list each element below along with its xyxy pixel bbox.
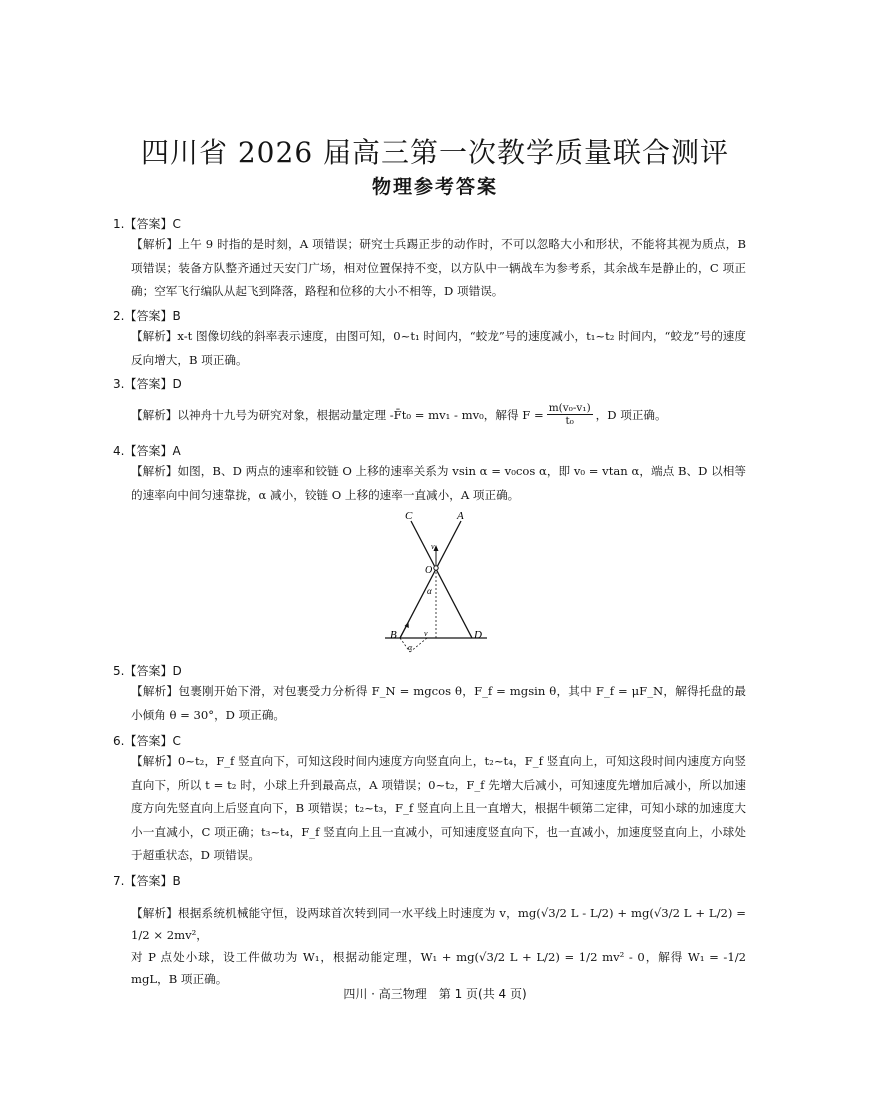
rod-cd [411, 521, 472, 638]
q3-fraction-numerator: m(v₀-v₁) [548, 402, 591, 414]
q3-answer: 3.【答案】D [113, 377, 182, 391]
page-title: 四川省 2026 届高三第一次教学质量联合测评 [140, 136, 730, 169]
q5-answer: 5.【答案】D [113, 664, 182, 678]
page-footer: 四川 · 高三物理 第 1 页(共 4 页) [343, 987, 527, 1001]
q7-answer: 7.【答案】B [113, 874, 181, 888]
q4-answer: 4.【答案】A [113, 444, 181, 458]
rod-ab [400, 521, 461, 638]
hinge-diagram [375, 505, 495, 655]
hinge-o [434, 566, 438, 570]
q3-analysis-tail: ，D 项正确。 [595, 407, 667, 422]
q3-analysis [131, 402, 746, 427]
q6-analysis: 【解析】0~t₂，F_f 竖直向下，可知这段时间内速度方向竖直向上，t₂~t₄，F_f 竖直向上，可知这段时间内速度方向竖直向下，所以 t = t₂ 时，小球上升到最高点，A 项错误；0~t₂，F_f 先增大后减小，可知速度先增加后减小，所以加速度方向先竖直向上后竖直向下，B 项错误；t₂~t₃，F_f 竖直向上且一直增大，根据牛顿第二定律，可知小球的加速度大小一直减小，C 项正确；t₃~t₄，F_f 竖直向上且一直减小，可知速度竖直向下，也一直减小，加速度竖直向上，小球处于超重状态，D 项错误。 [131, 754, 746, 862]
q1-analysis: 【解析】上午 9 时指的是时刻，A 项错误；研究士兵踢正步的动作时，不可以忽略大小和形状，不能将其视为质点，B 项错误；装备方队整齐通过天安门广场，相对位置保持不变，以方队中一辆战车为参考系，其余战车是静止的，C 项正确；空军飞行编队从起飞到降落，路程和位移的大小不相等，D 项错误。 [131, 237, 746, 298]
q4-analysis: 【解析】如图，B、D 两点的速率和铰链 O 上移的速率关系为 vsin α = v₀cos α，即 v₀ = vtan α，端点 B、D 以相等的速率向中间匀速靠拢，α 减小，铰链 O 上移的速率一直减小，A 项正确。 [131, 464, 746, 502]
label-v: v [424, 629, 428, 638]
label-b: B [390, 629, 397, 641]
rod-velocity-arrow [400, 625, 407, 638]
label-a: A [457, 510, 464, 522]
label-d: D [474, 629, 482, 641]
label-alpha-2: α [408, 643, 413, 652]
q3-fraction-denominator: t₀ [565, 415, 574, 427]
q1-answer: 1.【答案】C [113, 217, 181, 231]
v-side-line [410, 638, 427, 652]
q3-analysis-text: 【解析】以神舟十九号为研究对象，根据动量定理 -F̄t₀ = mv₁ - mv₀，解得 F = [131, 407, 544, 422]
page-subtitle: 物理参考答案 [371, 176, 498, 198]
q2-answer: 2.【答案】B [113, 309, 181, 323]
label-v0: v₀ [431, 542, 438, 551]
q2-analysis: 【解析】x-t 图像切线的斜率表示速度，由图可知，0~t₁ 时间内，“蛟龙”号的速度减小，t₁~t₂ 时间内，“蛟龙”号的速度反向增大，B 项正确。 [131, 329, 746, 367]
q7-analysis-line1: 【解析】根据系统机械能守恒，设两球首次转到同一水平线上时速度为 v，mg(√3/2 L - L/2) + mg(√3/2 L + L/2) = 1/2 × 2mv²， [131, 906, 746, 942]
q7-analysis-line2: 对 P 点处小球，设工件做功为 W₁，根据动能定理，W₁ + mg(√3/2 L + L/2) = 1/2 mv² - 0，解得 W₁ = -1/2 mgL，B 项正确。 [131, 950, 746, 986]
label-o: O [425, 565, 433, 576]
q6-answer: 6.【答案】C [113, 734, 181, 748]
label-alpha: α [427, 586, 432, 596]
q5-analysis: 【解析】包裹刚开始下滑，对包裹受力分析得 F_N = mgcos θ，F_f = mgsin θ，其中 F_f = μF_N，解得托盘的最小倾角 θ = 30°，D 项正确。 [131, 684, 746, 722]
q3-fraction [547, 402, 593, 427]
label-c: C [405, 510, 413, 522]
